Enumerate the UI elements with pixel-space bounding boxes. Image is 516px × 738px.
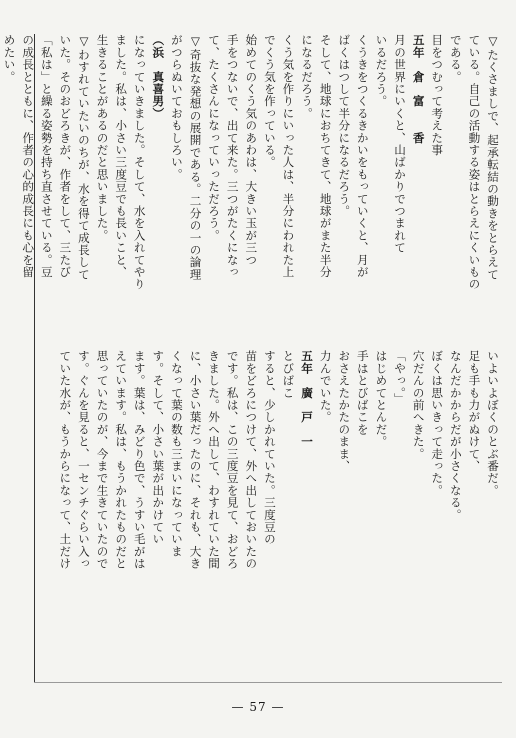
text-line: くなって葉の数も三まいになっていま: [169, 350, 184, 558]
page-number: — 57 —: [231, 700, 285, 714]
comment-line: ▽奇抜な発想の展開である。二分の一の論理: [188, 34, 203, 281]
text-line: ます。葉は、みどり色で、うすい毛がは: [132, 350, 147, 570]
text-line: いるだろう。: [374, 34, 389, 108]
poem-line: おさえたかたのまま、: [337, 350, 352, 472]
comment-line: がつらぬいておもしろい。: [169, 34, 184, 181]
text-line: ている。自己の活動する姿はとらえにくいもの: [467, 34, 482, 291]
text-line: 苗をどろにつけて、外へ出しておいたの: [244, 350, 259, 570]
poem-line: はじめてとんだ。: [374, 350, 389, 448]
bottom-rule: [34, 682, 502, 683]
text-line: くう気を作りにいった人は、半分にわれた上: [281, 34, 296, 278]
text-line: す。ぐんを見ると、一センチぐらい入っ: [76, 350, 91, 570]
poem-line: いよいよぼくのとぶ番だ。: [486, 350, 500, 497]
text-line: に、小さい葉だったのに、それも、大き: [188, 350, 203, 570]
text-line: きました。外へ出して、わすれていた間: [207, 350, 222, 570]
comment-line: 「私は」と繰る姿勢を持ち直させている。豆: [39, 34, 54, 278]
upper-text-tier: [2, 34, 502, 342]
text-line: ました。私は、小さい三度豆でも長いこと、: [114, 34, 129, 278]
author-line: 五年 倉 富 香: [411, 34, 426, 144]
text-line: 思っていたのが、今まで生きていたので: [95, 350, 110, 570]
text-line: ▽たくさましで、起承転結の動きをとらえて: [486, 34, 500, 281]
text-line: である。: [448, 34, 463, 83]
comment-line: めたい。: [2, 34, 17, 83]
poem-line: なんだかからだが小さくなる。: [448, 350, 463, 521]
poem-line: 足も手も力がぬけて、: [467, 350, 482, 472]
text-line: 手をつないで、出て来た。三つがたくになっ: [225, 34, 240, 278]
text-line: くうきをつくるきかいをもっていくと、月が: [355, 34, 370, 278]
text-line: ばくはつして半分になるだろう。: [337, 34, 352, 217]
text-line: すると、少しかれていた。三度豆の: [262, 350, 277, 546]
text-line: 月の世界にいくと、山ばかりでつまれて: [393, 34, 408, 254]
text-line: になるだろう。: [300, 34, 315, 120]
text-line: す。そして、小さい葉が出かけてい: [151, 350, 166, 546]
poem-line: 穴だんの前へきた。: [411, 350, 426, 460]
text-line: そして、地球におちてきて、地球がまた半分: [318, 34, 333, 278]
text-line: て、たくさんになっていっただろう。: [207, 34, 222, 242]
poem-line: 力んでいた。: [318, 350, 333, 424]
poem-line: 「やっ。」: [393, 350, 408, 406]
text-line: でくう気を作っている。: [262, 34, 277, 169]
poem-title: 目をつむって考えた事: [430, 34, 445, 156]
text-line: えています。私は、もうかれたものだと: [114, 350, 129, 570]
commenter-signature: （浜 真喜男）: [151, 34, 166, 120]
lower-text-tier: [38, 350, 502, 685]
author-line: 五年 廣 戸 一: [300, 350, 315, 448]
text-line: ていた水が、もうからになって、土だけ: [58, 350, 73, 570]
poem-line: ぼくは思いきって走った。: [430, 350, 445, 497]
text-line: になっていきました。そして、水を入れてやり: [132, 34, 147, 291]
poem-title: とびばこ: [281, 350, 296, 399]
text-line: です。私は、この三度豆を見て、おどろ: [225, 350, 240, 570]
comment-line: いた。そのおどろきが、作者をして、三たび: [58, 34, 73, 278]
poem-line: 手はとびばこを: [355, 350, 370, 436]
comment-line: の成長とともに、作者の心的成長にも心を留: [21, 34, 36, 278]
text-line: 生きることがあるのだと思いました。: [95, 34, 110, 242]
comment-line: ▽わすれていたいのちが、水を得て成長して: [76, 34, 91, 281]
text-line: 始めてのくう気のあわは、大きい玉が三つ: [244, 34, 259, 266]
